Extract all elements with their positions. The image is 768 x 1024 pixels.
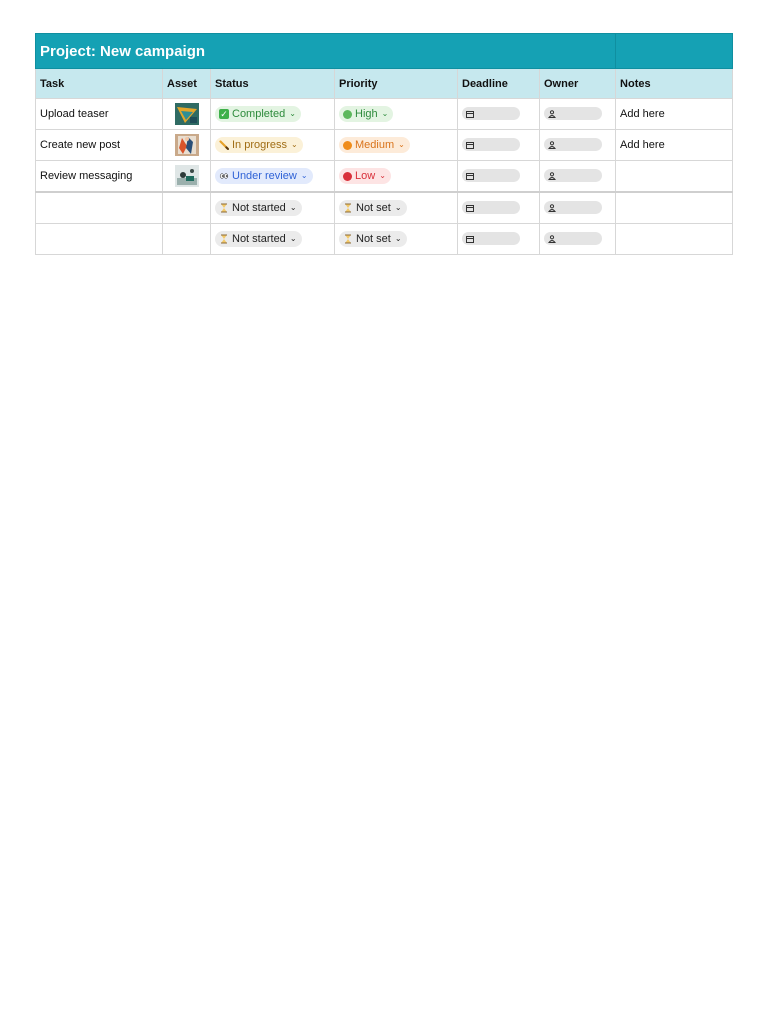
asset-cell[interactable] xyxy=(163,99,211,130)
status-cell[interactable] xyxy=(211,130,335,161)
chevron-down-icon: ⌄ xyxy=(289,234,297,243)
date-picker[interactable] xyxy=(462,201,520,214)
chevron-down-icon: ⌄ xyxy=(289,109,296,118)
table-row xyxy=(36,99,733,130)
title-row xyxy=(36,34,733,69)
column-header-deadline[interactable]: Deadline xyxy=(458,69,540,99)
owner-cell[interactable] xyxy=(540,224,616,255)
hourglass-icon xyxy=(219,203,229,213)
status-cell[interactable] xyxy=(211,192,335,224)
chevron-down-icon: ⌄ xyxy=(379,171,386,180)
deadline-cell[interactable] xyxy=(458,224,540,255)
chevron-down-icon: ⌄ xyxy=(291,140,298,149)
date-picker[interactable] xyxy=(462,107,520,120)
owner-cell[interactable] xyxy=(540,130,616,161)
notes-cell[interactable]: Add here xyxy=(616,130,733,161)
project-title[interactable]: Project: New campaign xyxy=(36,34,616,69)
priority-label: Not set xyxy=(356,202,391,214)
priority-label: High xyxy=(355,108,378,120)
priority-label: Not set xyxy=(356,233,391,245)
asset-cell[interactable] xyxy=(163,161,211,193)
owner-picker[interactable] xyxy=(544,232,602,245)
teaser-thumbnail[interactable] xyxy=(175,103,199,125)
project-tracker-table xyxy=(35,33,733,255)
red-circle-icon xyxy=(343,172,352,181)
priority-label: Low xyxy=(355,170,376,182)
pencil-icon xyxy=(219,140,229,150)
title-extra-cell[interactable] xyxy=(616,34,733,69)
task-cell[interactable] xyxy=(36,192,163,224)
deadline-cell[interactable] xyxy=(458,161,540,193)
calendar-icon xyxy=(466,172,474,180)
status-dropdown[interactable] xyxy=(215,168,313,184)
task-cell[interactable] xyxy=(36,224,163,255)
owner-picker[interactable] xyxy=(544,201,602,214)
status-label: Not started xyxy=(232,233,286,245)
priority-label: Medium xyxy=(355,139,395,151)
task-cell[interactable]: Upload teaser xyxy=(36,99,163,130)
deadline-cell[interactable] xyxy=(458,192,540,224)
table-row xyxy=(36,130,733,161)
deadline-cell[interactable] xyxy=(458,130,540,161)
status-label: Completed xyxy=(232,108,286,120)
priority-dropdown[interactable] xyxy=(339,200,407,216)
calendar-icon xyxy=(466,204,474,212)
column-header-task[interactable]: Task xyxy=(36,69,163,99)
owner-cell[interactable] xyxy=(540,99,616,130)
status-dropdown[interactable] xyxy=(215,231,302,247)
person-icon xyxy=(548,172,556,180)
priority-cell[interactable] xyxy=(335,224,458,255)
notes-cell[interactable] xyxy=(616,224,733,255)
calendar-icon xyxy=(466,235,474,243)
hourglass-icon xyxy=(219,234,229,244)
priority-cell[interactable] xyxy=(335,99,458,130)
eyes-icon xyxy=(219,171,229,181)
owner-picker[interactable] xyxy=(544,169,602,182)
table-row xyxy=(36,192,733,224)
date-picker[interactable] xyxy=(462,138,520,151)
hourglass-icon xyxy=(343,203,353,213)
table-row xyxy=(36,224,733,255)
asset-cell[interactable] xyxy=(163,224,211,255)
priority-dropdown[interactable] xyxy=(339,231,407,247)
calendar-icon xyxy=(466,141,474,149)
chevron-down-icon: ⌄ xyxy=(394,234,402,243)
post-thumbnail[interactable] xyxy=(175,134,199,156)
person-icon xyxy=(548,110,556,118)
person-icon xyxy=(548,141,556,149)
task-cell[interactable]: Create new post xyxy=(36,130,163,161)
deadline-cell[interactable] xyxy=(458,99,540,130)
table-row xyxy=(36,161,733,193)
asset-cell[interactable] xyxy=(163,130,211,161)
chevron-down-icon: ⌄ xyxy=(289,203,297,212)
priority-cell[interactable] xyxy=(335,161,458,193)
asset-cell[interactable] xyxy=(163,192,211,224)
person-icon xyxy=(548,204,556,212)
notes-cell[interactable] xyxy=(616,192,733,224)
owner-picker[interactable] xyxy=(544,107,602,120)
owner-picker[interactable] xyxy=(544,138,602,151)
status-cell[interactable] xyxy=(211,99,335,130)
column-header-notes[interactable]: Notes xyxy=(616,69,733,99)
messaging-thumbnail[interactable] xyxy=(175,165,199,187)
priority-dropdown[interactable] xyxy=(339,137,410,153)
column-header-asset[interactable]: Asset xyxy=(163,69,211,99)
priority-cell[interactable] xyxy=(335,130,458,161)
task-cell[interactable]: Review messaging xyxy=(36,161,163,193)
notes-cell[interactable]: Add here xyxy=(616,99,733,130)
check-box-icon: ✓ xyxy=(220,109,228,119)
column-header-status[interactable]: Status xyxy=(211,69,335,99)
date-picker[interactable] xyxy=(462,169,520,182)
column-header-owner[interactable]: Owner xyxy=(540,69,616,99)
orange-circle-icon xyxy=(343,141,352,150)
chevron-down-icon: ⌄ xyxy=(381,109,389,118)
column-header-priority[interactable]: Priority xyxy=(335,69,458,99)
chevron-down-icon: ⌄ xyxy=(398,140,405,149)
chevron-down-icon: ⌄ xyxy=(394,203,402,212)
status-dropdown[interactable] xyxy=(215,106,301,122)
hourglass-icon xyxy=(343,234,353,244)
green-circle-icon xyxy=(343,110,352,119)
status-label: In progress xyxy=(232,139,288,151)
header-row xyxy=(36,69,733,99)
status-dropdown[interactable] xyxy=(215,200,302,216)
date-picker[interactable] xyxy=(462,232,520,245)
owner-cell[interactable] xyxy=(540,192,616,224)
status-label: Not started xyxy=(232,202,286,214)
status-label: Under review xyxy=(232,170,297,182)
calendar-icon xyxy=(466,110,474,118)
status-cell[interactable] xyxy=(211,224,335,255)
chevron-down-icon: ⌄ xyxy=(300,171,308,180)
owner-cell[interactable] xyxy=(540,161,616,193)
priority-dropdown[interactable] xyxy=(339,168,391,184)
status-dropdown[interactable] xyxy=(215,137,303,153)
status-cell[interactable] xyxy=(211,161,335,193)
priority-dropdown[interactable] xyxy=(339,106,393,122)
notes-cell[interactable] xyxy=(616,161,733,193)
person-icon xyxy=(548,235,556,243)
priority-cell[interactable] xyxy=(335,192,458,224)
